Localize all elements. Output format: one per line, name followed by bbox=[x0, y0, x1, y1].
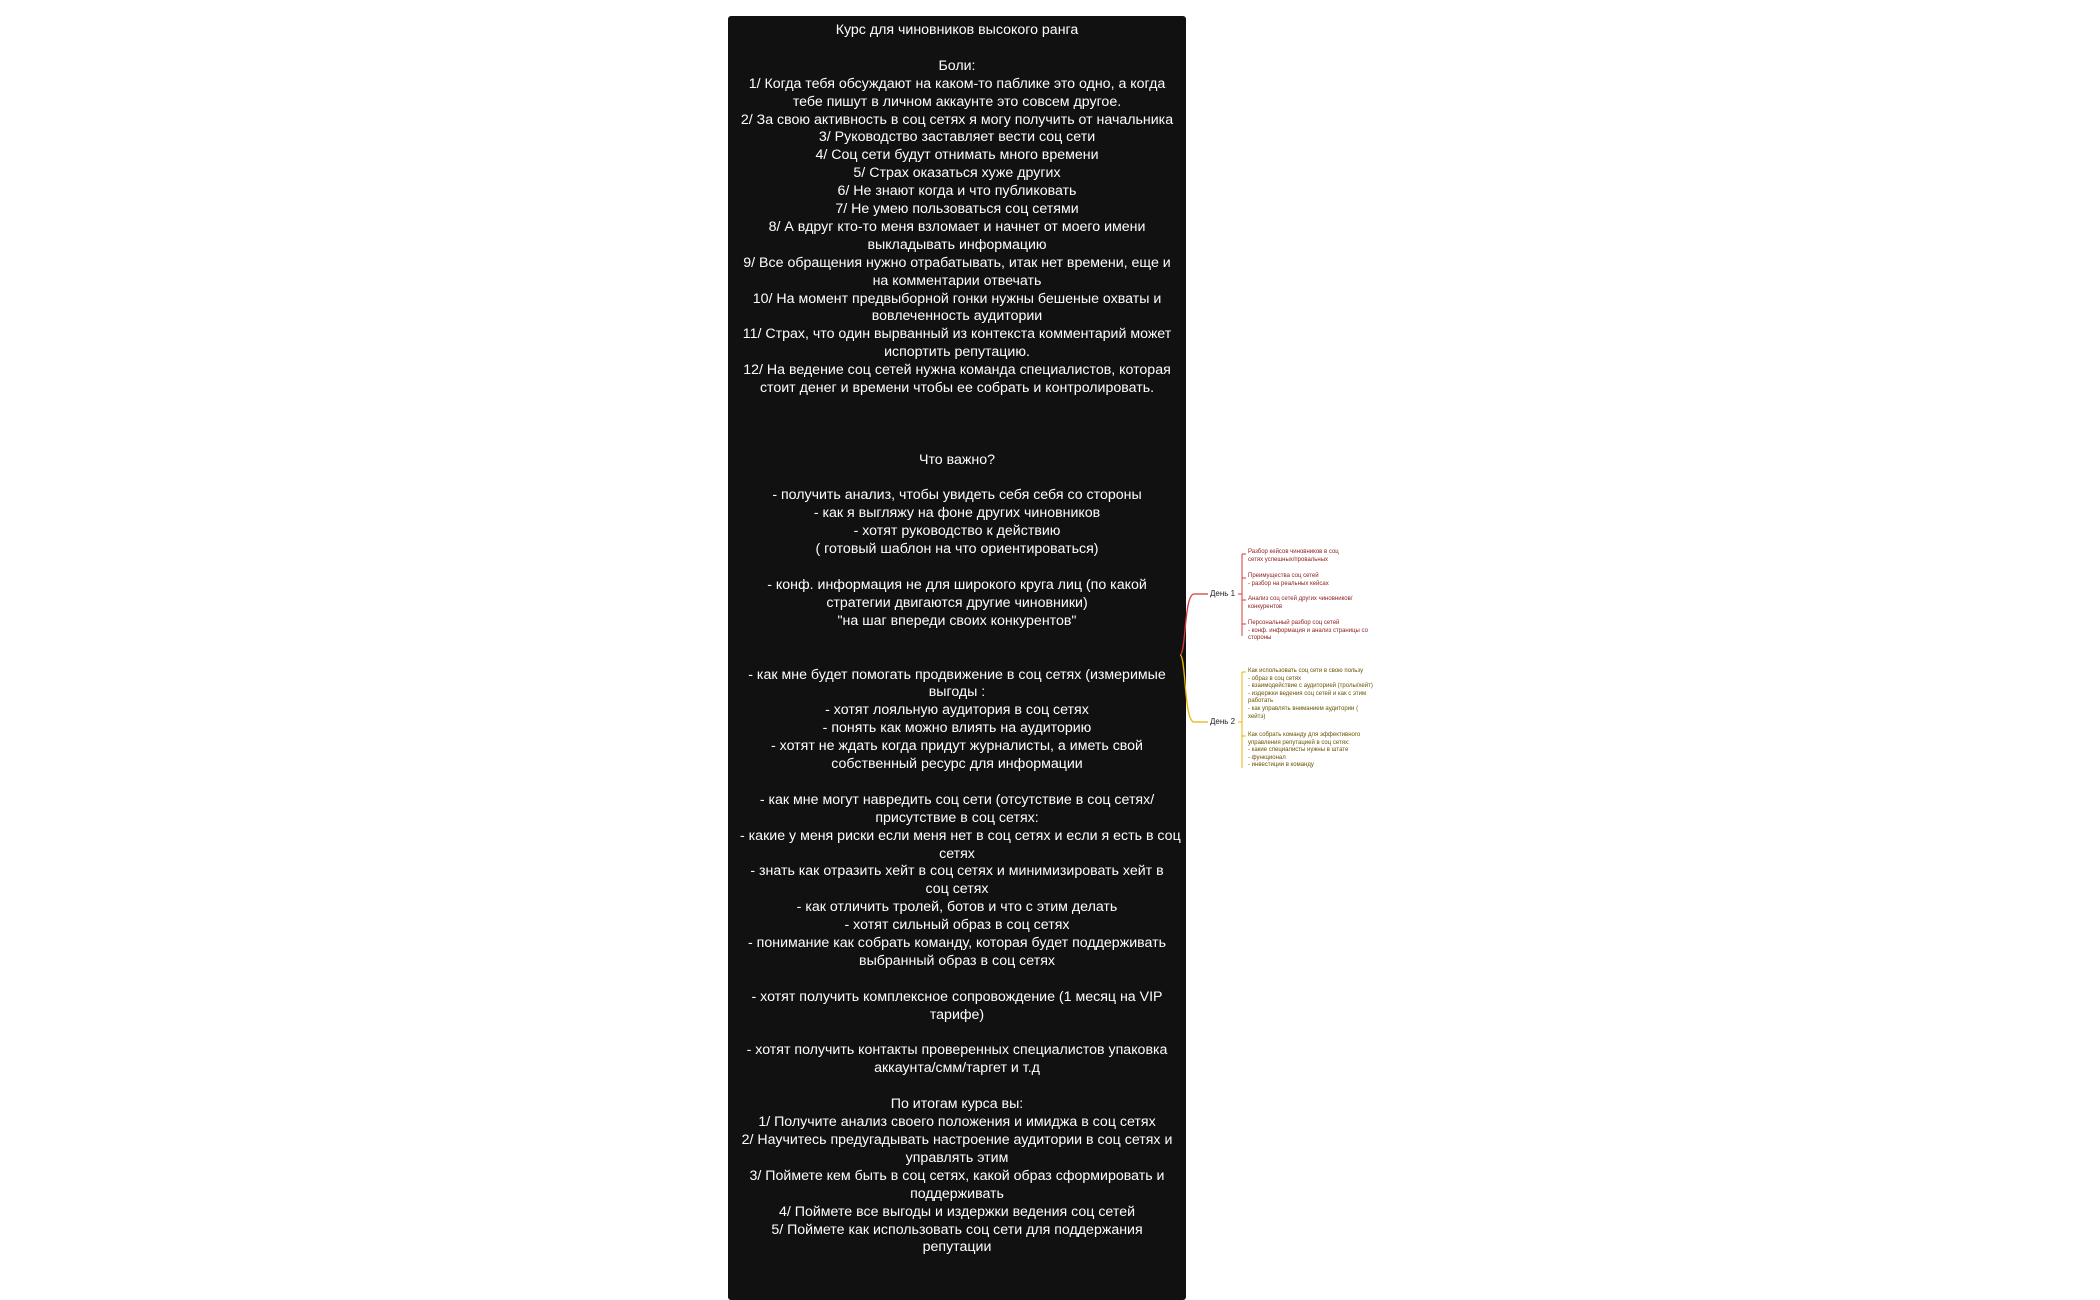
text-line: 10/ На момент предвыборной гонки нужны бешеные охваты и bbox=[752, 290, 1162, 307]
topic-line: конкурентов bbox=[1248, 603, 1283, 610]
text-line: 2/ За свою активность в соц сетях я могу получить от начальника bbox=[740, 111, 1174, 128]
text-line: 1/ Когда тебя обсуждают на каком-то паблике это одно, а когда bbox=[748, 75, 1166, 92]
day2-topic[interactable] bbox=[1248, 668, 1373, 721]
day1-topic[interactable] bbox=[1248, 549, 1339, 564]
topic-line: работать bbox=[1248, 698, 1274, 705]
text-line: управлять этим bbox=[905, 1149, 1009, 1166]
text-line: - как я выгляжу на фоне других чиновников bbox=[813, 505, 1101, 522]
topic-line: - конф. информация и анализ страницы со bbox=[1248, 627, 1368, 634]
text-line: - понимание как собрать команду, которая будет поддерживать bbox=[748, 935, 1166, 952]
text-line: 6/ Не знают когда и что публиковать bbox=[837, 183, 1077, 200]
topic-line: Преимущества соц сетей bbox=[1248, 573, 1319, 579]
topic-line: - инвестиции в команду bbox=[1248, 762, 1314, 769]
text-line: - хотят руководство к действию bbox=[853, 523, 1061, 540]
text-line: - получить анализ, чтобы увидеть себя себя со стороны bbox=[772, 487, 1142, 504]
text-line: выкладывать информацию bbox=[867, 236, 1047, 253]
text-line: стратегии двигаются другие чиновники) bbox=[826, 594, 1088, 611]
bracket-day1 bbox=[1238, 554, 1246, 636]
connector-day2 bbox=[1180, 655, 1208, 722]
text-line: Курс для чиновников высокого ранга bbox=[835, 22, 1079, 38]
text-line: - понять как можно влиять на аудиторию bbox=[822, 720, 1092, 737]
topic-line: - как управлять вниманием аудитории ( bbox=[1248, 705, 1359, 712]
topic-line: - взаимодействие с аудиторией (тролы/хейт) bbox=[1248, 683, 1373, 690]
text-line: 11/ Страх, что один вырванный из контекста комментарий может bbox=[742, 326, 1172, 343]
text-line bbox=[740, 1078, 1174, 1096]
text-line: 4/ Поймете все выгоды и издержки ведения соц сетей bbox=[778, 1203, 1136, 1220]
text-line: тарифе) bbox=[929, 1006, 985, 1023]
text-line: собственный ресурс для информации bbox=[831, 756, 1083, 773]
text-line: 3/ Поймете кем быть в соц сетях, какой образ сформировать и bbox=[749, 1167, 1165, 1184]
topic-line: Как собрать команду для эффективного bbox=[1248, 732, 1361, 738]
topic-line: - функционал bbox=[1248, 754, 1286, 761]
text-line: 7/ Не умею пользоваться соц сетями bbox=[835, 201, 1079, 218]
text-line bbox=[740, 631, 1174, 649]
text-line: - какие у меня риски если меня нет в соц сетях и если я есть в соц bbox=[740, 827, 1181, 844]
branch-day1-label[interactable]: День 1 bbox=[1210, 589, 1236, 598]
text-line: на комментарии отвечать bbox=[872, 272, 1042, 289]
topic-line: - какие специалисты нужны в штате bbox=[1248, 747, 1349, 754]
text-line: 12/ На ведение соц сетей нужна команда специалистов, которая bbox=[743, 362, 1171, 379]
text-line: - как отличить тролей, ботов и что с этим делать bbox=[796, 899, 1118, 916]
text-line: - хотят не ждать когда придут журналисты, а иметь свой bbox=[771, 738, 1143, 755]
topic-line: хейтэ) bbox=[1248, 713, 1266, 720]
text-line: аккаунта/смм/таргет и т.д bbox=[874, 1060, 1040, 1077]
text-line: Что важно? bbox=[918, 451, 995, 468]
text-line: - хотят получить комплексное сопровождение (1 месяц на VIP bbox=[751, 988, 1163, 1005]
text-line: 9/ Все обращения нужно отрабатывать, итак нет времени, еще и bbox=[743, 254, 1171, 271]
branch-day2-label[interactable]: День 2 bbox=[1210, 717, 1236, 726]
text-line: 4/ Соц сети будут отнимать много времени bbox=[815, 147, 1099, 164]
text-line bbox=[740, 470, 1174, 488]
topic-line: - разбор на реальных кейсах bbox=[1248, 580, 1329, 587]
text-line: выгоды : bbox=[928, 684, 986, 701]
text-line: репутации bbox=[922, 1239, 992, 1256]
text-line bbox=[740, 398, 1174, 416]
text-line: - как мне будет помогать продвижение в соц сетях (измеримые bbox=[748, 666, 1166, 683]
text-line bbox=[740, 1025, 1174, 1043]
text-line bbox=[740, 40, 1174, 58]
text-line: "на шаг впереди своих конкурентов" bbox=[837, 612, 1077, 629]
text-line: 8/ А вдруг кто-то меня взломает и начнет от моего имени bbox=[768, 218, 1146, 235]
text-line: - как мне могут навредить соц сети (отсутствие в соц сетях/ bbox=[759, 791, 1155, 808]
topic-line: Разбор кейсов чиновников в соц bbox=[1248, 549, 1339, 555]
text-line bbox=[740, 434, 1174, 452]
text-line: стоит денег и времени чтобы ее собрать и контролировать. bbox=[759, 380, 1155, 397]
text-line: присутствие в соц сетях: bbox=[875, 809, 1039, 826]
text-line: тебе пишут в личном аккаунте это совсем другое. bbox=[792, 93, 1122, 110]
text-line: - знать как отразить хейт в соц сетях и минимизировать хейт в bbox=[750, 863, 1164, 880]
text-line: - хотят лояльную аудитория в соц сетях bbox=[825, 702, 1089, 719]
connector-day1 bbox=[1180, 594, 1208, 655]
text-line: поддерживать bbox=[910, 1185, 1004, 1202]
text-line: сетях bbox=[939, 845, 975, 862]
topic-line: Анализ соц сетей других чиновников/ bbox=[1248, 596, 1353, 602]
text-line: 5/ Поймете как использовать соц сети для поддержания bbox=[771, 1221, 1143, 1238]
text-line bbox=[740, 649, 1174, 667]
text-line: - хотят получить контакты проверенных специалистов упаковка bbox=[746, 1042, 1168, 1059]
topic-line: - образ в соц сетях bbox=[1248, 675, 1301, 682]
day2-topic[interactable] bbox=[1248, 732, 1360, 770]
bracket-day2 bbox=[1238, 672, 1246, 768]
text-line: выбранный образ в соц сетях bbox=[859, 952, 1055, 969]
text-line: Боли: bbox=[938, 57, 976, 74]
text-line: - конф. информация не для широкого круга лиц (по какой bbox=[767, 577, 1147, 593]
mindmap bbox=[1180, 540, 1420, 780]
topic-line: Персональный разбор соц сетей bbox=[1248, 620, 1340, 626]
day1-topic[interactable] bbox=[1248, 573, 1329, 588]
text-line bbox=[740, 416, 1174, 434]
text-line bbox=[740, 971, 1174, 989]
topic-line: стороны bbox=[1248, 635, 1272, 642]
text-line: ( готовый шаблон на что ориентироваться) bbox=[815, 541, 1099, 558]
topic-line: сетях успешных/провальных bbox=[1248, 556, 1329, 563]
text-line: вовлеченность аудитории bbox=[871, 308, 1043, 325]
day1-topic[interactable] bbox=[1248, 620, 1368, 643]
text-line bbox=[740, 559, 1174, 577]
text-line: соц сетях bbox=[925, 881, 989, 898]
text-line: 1/ Получите анализ своего положения и имиджа в соц сетях bbox=[758, 1114, 1156, 1131]
topic-line: управления репутацией в соц сетях: bbox=[1248, 739, 1350, 746]
topic-line: - издержки ведения соц сетей и как с этим bbox=[1248, 690, 1367, 697]
main-text-card[interactable] bbox=[728, 16, 1186, 1300]
text-line: 2/ Научитесь предугадывать настроение аудитории в соц сетях и bbox=[741, 1132, 1173, 1148]
text-line bbox=[740, 774, 1174, 792]
day1-topic[interactable] bbox=[1248, 596, 1352, 611]
text-line: 3/ Руководство заставляет вести соц сети bbox=[818, 129, 1096, 146]
text-line: 5/ Страх оказаться хуже других bbox=[853, 165, 1061, 182]
topic-line: Как использовать соц сети в свою пользу bbox=[1248, 668, 1364, 674]
text-line: По итогам курса вы: bbox=[890, 1096, 1024, 1113]
text-line: испортить репутацию. bbox=[884, 344, 1030, 361]
text-line: - хотят сильный образ в соц сетях bbox=[844, 917, 1070, 934]
